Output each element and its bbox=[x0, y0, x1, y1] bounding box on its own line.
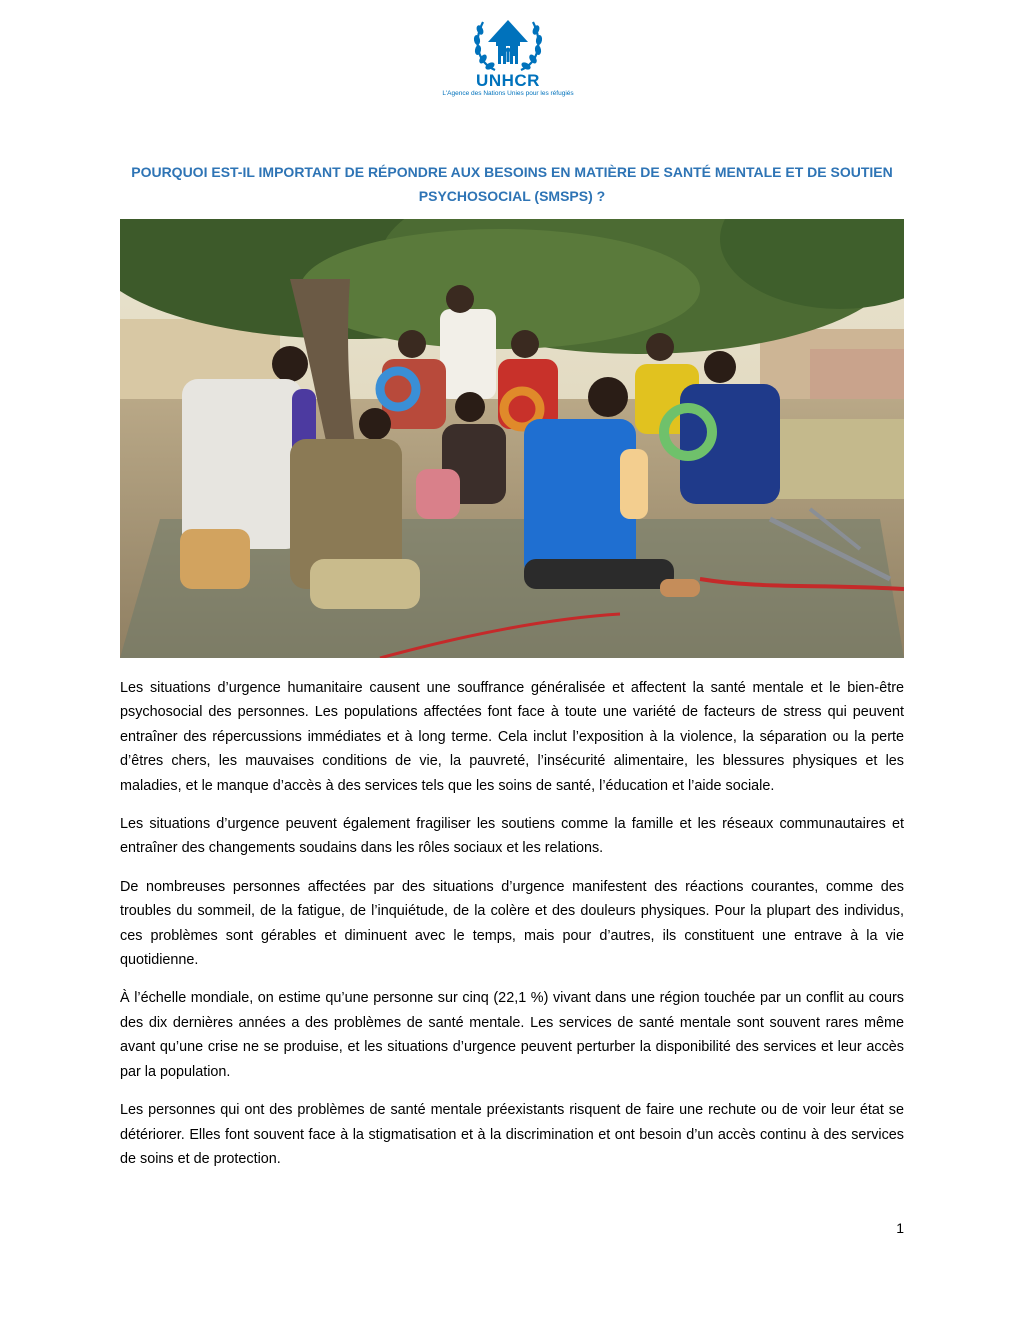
unhcr-family-laurel-icon bbox=[432, 12, 584, 74]
logo-tagline: L'Agence des Nations Unies pour les réfugiés bbox=[442, 90, 574, 97]
paragraph: De nombreuses personnes affectées par des situations d’urgence manifestent des réactions courantes, comme des troubles du sommeil, de la fatigue, de l’inquiétude, de la colère et des douleurs physiques. Pour la plupart des individus, ces problèmes sont gérables et diminuent avec le temps, mais pour d’autres, ils constituent une entrave à la vie quotidienne. bbox=[120, 878, 904, 969]
page-number: 1 bbox=[896, 1220, 904, 1236]
paragraph: À l’échelle mondiale, on estime qu’une personne sur cinq (22,1 %) vivant dans une région touchée par un conflit au cours des dix dernières années a des problèmes de santé mentale. Les services de santé mentale sont souvent rares même avant qu’une crise ne se produise, et les situations d’urgence peuvent perturber la disponibilité des services et leur accès par la population. bbox=[120, 990, 904, 1080]
paragraph: Les personnes qui ont des problèmes de santé mentale préexistants risquent de faire une rechute ou de voir leur état se détériorer. Elles font souvent face à la stigmatisation et à la discrimination et ont besoin d’un accès continu à des services de soins et de protection. bbox=[120, 1102, 904, 1167]
body-text bbox=[120, 676, 904, 1185]
logo-wordmark: UNHCR bbox=[476, 71, 540, 90]
paragraph: Les situations d’urgence peuvent également fragiliser les soutiens comme la famille et les réseaux communautaires et entraîner des changements soudains dans les rôles sociaux et les relations. bbox=[120, 816, 904, 857]
group-session-under-tree-photo bbox=[120, 219, 904, 658]
page-title: POURQUOI EST-IL IMPORTANT DE RÉPONDRE AUX BESOINS EN MATIÈRE DE SANTÉ MENTALE ET DE SOUTIEN PSYCHOSOCIAL (SMSPS) ? bbox=[131, 164, 893, 204]
unhcr-logo bbox=[432, 12, 584, 104]
paragraph: Les situations d’urgence humanitaire causent une souffrance généralisée et affectent la santé mentale et le bien-être psychosocial des personnes. Les populations affectées font face à toute une variété de facteurs de stress qui peuvent entraîner des répercussions immédiates et à long terme. Cela inclut l’exposition à la violence, la séparation ou la perte d’êtres chers, les mauvaises conditions de vie, la pauvreté, l’insécurité alimentaire, les blessures physiques et les maladies, et le manque d’accès à des services tels que les soins de santé, l’éducation et l’aide sociale. bbox=[120, 680, 904, 794]
